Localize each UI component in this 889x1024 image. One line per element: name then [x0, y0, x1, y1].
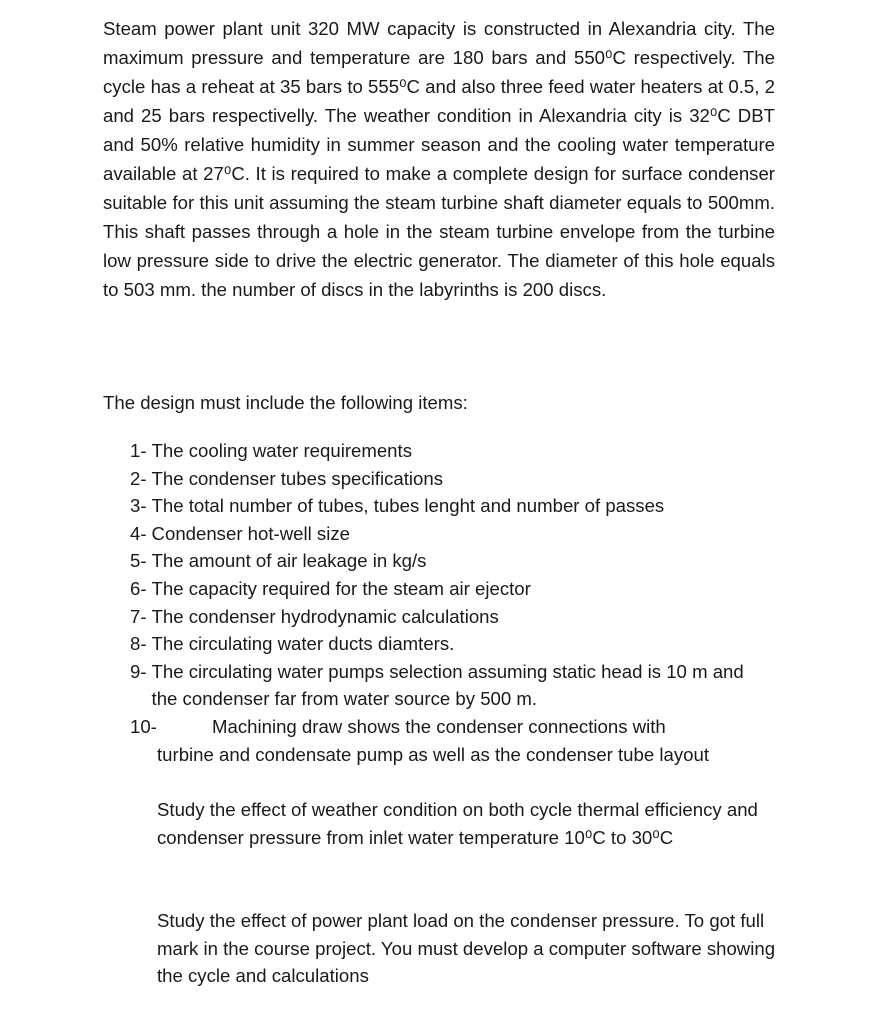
- item-text: The condenser hydrodynamic calculations: [151, 605, 499, 627]
- item-number: 6-: [130, 577, 147, 599]
- item-text: The cooling water requirements: [151, 440, 412, 461]
- list-item: [130, 630, 790, 658]
- item-number: 8-: [130, 633, 147, 655]
- intro-paragraph: Steam power plant unit 320 MW capacity is constructed in Alexandria city. The maximum pressure and temperature are 180 bars and 550⁰C respectively. The cycle has a reheat at 35 bars to 555⁰C and also three feed water heaters at 0.5, 2 and 25 bars respectivelly. The weather condition in Alexandria city is 32⁰C DBT and 50% relative humidity in summer season and the cooling water temperature available at 27⁰C. It is required to make a complete design for surface condenser suitable for this unit assuming the steam turbine shaft diameter equals to 500mm. This shaft passes through a hole in the steam turbine envelope from the turbine low pressure side to drive the electric generator. The diameter of this hole equals to 503 mm. the number of discs in the labyrinths is 200 discs.: [103, 18, 775, 300]
- list-item: [130, 465, 790, 493]
- item-number: 7-: [130, 605, 147, 627]
- list-item: [130, 713, 790, 768]
- item-number: 1-: [130, 440, 147, 461]
- item-text: Condenser hot-well size: [151, 522, 350, 544]
- study-weather-paragraph: Study the effect of weather condition on both cycle thermal efficiency and condenser pressure from inlet water temperature 10⁰C to 30⁰C: [157, 799, 758, 848]
- item-number: 3-: [130, 495, 147, 517]
- study-load-paragraph: Study the effect of power plant load on the condenser pressure. To got full mark in the course project. You must develop a computer software showing the cycle and calculations: [157, 910, 776, 987]
- item-text: The total number of tubes, tubes lenght and number of passes: [151, 495, 665, 517]
- item-text: The condenser tubes specifications: [151, 467, 444, 489]
- item-text: The capacity required for the steam air ejector: [151, 577, 531, 599]
- list-item: [130, 437, 790, 465]
- design-items-heading: The design must include the following items:: [103, 392, 468, 413]
- list-item: [130, 492, 790, 520]
- item-text: Machining draw shows the condenser connections with: [212, 716, 666, 737]
- item-text: The amount of air leakage in kg/s: [151, 550, 427, 572]
- item-text-continued: turbine and condensate pump as well as the condenser tube layout: [157, 743, 709, 765]
- list-item: [130, 658, 790, 713]
- item-number: 5-: [130, 550, 147, 572]
- item-text: The circulating water pumps selection assuming static head is 10 m and the condenser far from water source by 500 m.: [151, 660, 744, 710]
- design-items-list: [130, 437, 790, 713]
- list-item: [130, 520, 790, 548]
- list-item: [130, 575, 790, 603]
- item-number: 4-: [130, 522, 147, 544]
- item-number: 2-: [130, 467, 147, 489]
- item-number: 9-: [130, 660, 147, 682]
- item-text: The circulating water ducts diamters.: [151, 633, 455, 655]
- item-number: 10-: [130, 716, 157, 737]
- list-item: [130, 603, 790, 631]
- list-item: [130, 547, 790, 575]
